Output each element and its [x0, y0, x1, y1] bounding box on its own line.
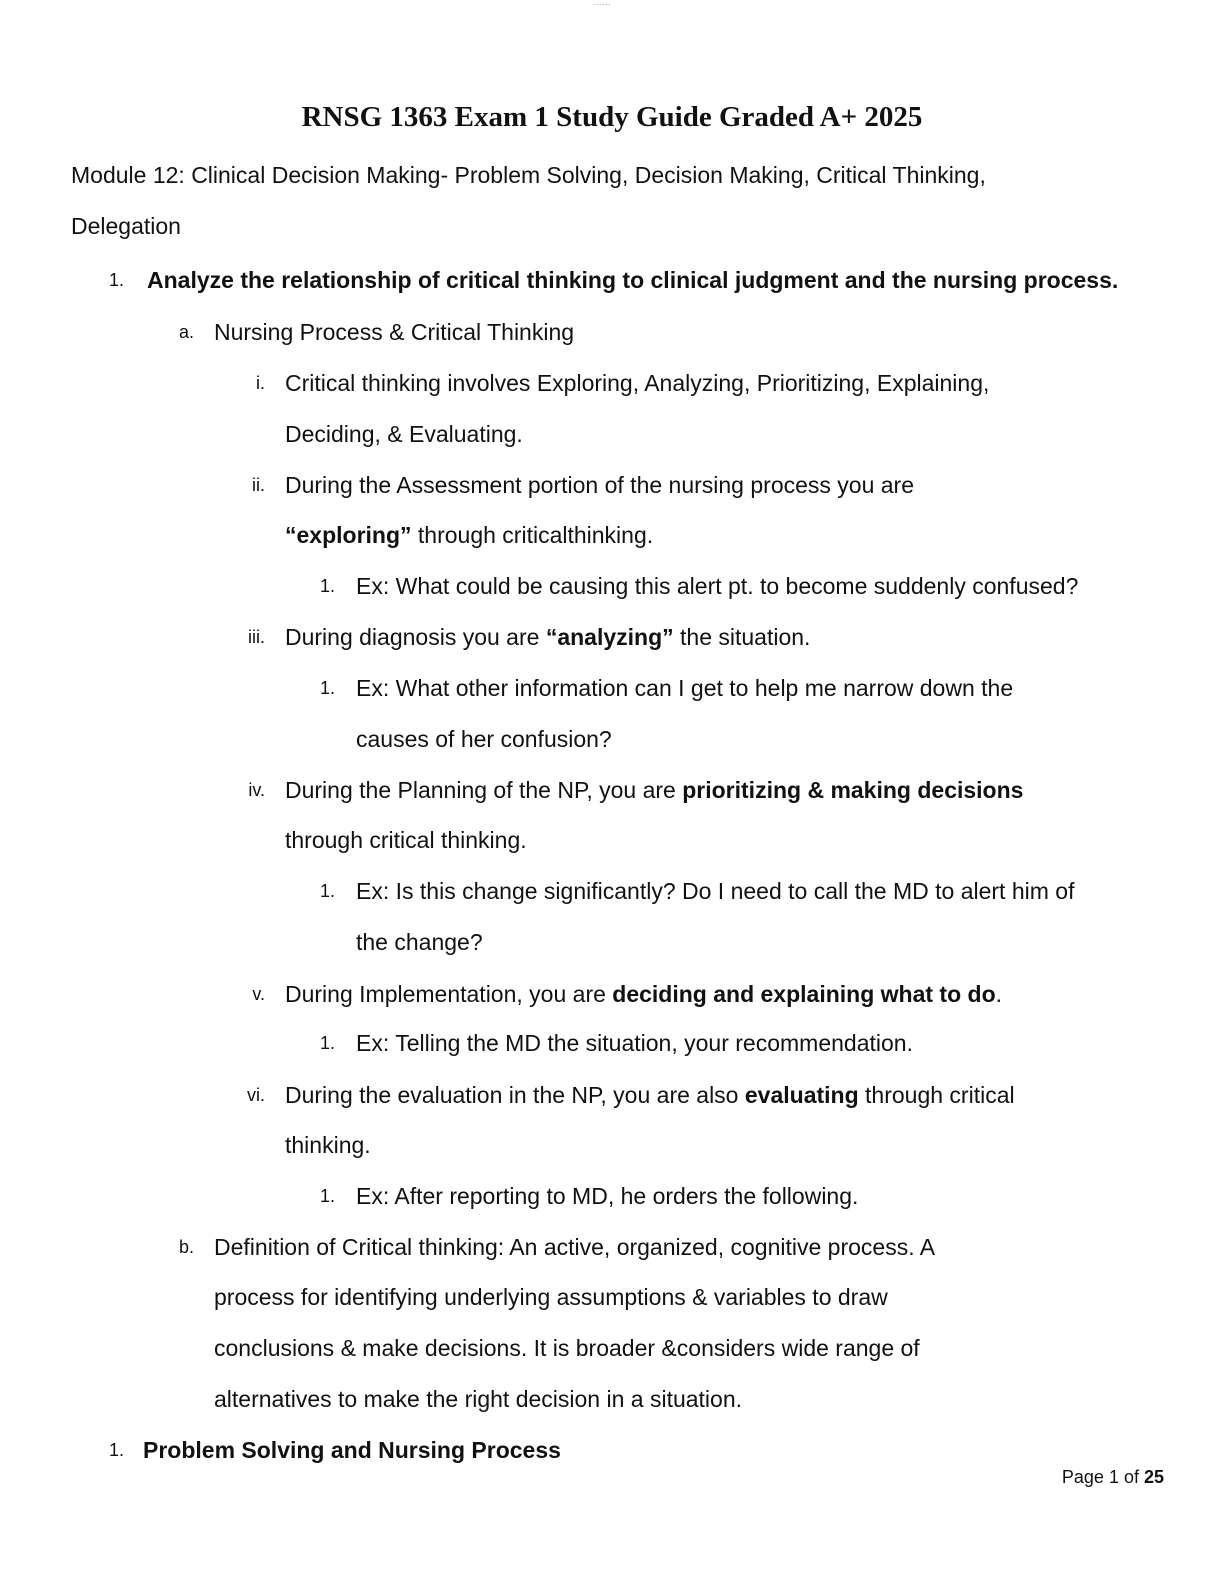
list-marker: 1.: [108, 1440, 124, 1460]
list-item: During the evaluation in the NP, you are also evaluating through critical: [285, 1082, 1015, 1108]
top-mark: ......: [594, 0, 612, 7]
module-heading-line-2: Delegation: [71, 213, 181, 239]
list-item: Ex: Telling the MD the situation, your recommendation.: [356, 1030, 913, 1056]
list-marker: ii.: [252, 475, 265, 495]
list-marker: b.: [178, 1237, 194, 1257]
list-marker: 1.: [319, 1186, 335, 1206]
list-marker: iv.: [248, 780, 265, 800]
list-item: Ex: Is this change significantly? Do I need to call the MD to alert him of: [356, 878, 1075, 904]
list-item-continuation: “exploring” through criticalthinking.: [285, 522, 654, 548]
list-item: Definition of Critical thinking: An active, organized, cognitive process. A: [214, 1234, 936, 1260]
list-item-continuation: alternatives to make the right decision in a situation.: [214, 1386, 743, 1412]
list-item-continuation: process for identifying underlying assumptions & variables to draw: [214, 1284, 888, 1310]
list-item-heading: Analyze the relationship of critical thinking to clinical judgment and the nursing process.: [147, 267, 1119, 293]
list-marker: 1.: [319, 576, 335, 596]
list-marker: i.: [256, 373, 265, 393]
list-marker: vi.: [247, 1085, 265, 1105]
page-number: Page 1 of 25: [1061, 1467, 1164, 1487]
list-item: Ex: What could be causing this alert pt. to become suddenly confused?: [356, 573, 1079, 599]
list-item-continuation: conclusions & make decisions. It is broader &considers wide range of: [214, 1335, 920, 1361]
list-marker: v.: [252, 984, 265, 1004]
list-item: During Implementation, you are deciding and explaining what to do.: [285, 981, 1003, 1007]
list-item-continuation: Deciding, & Evaluating.: [285, 421, 523, 447]
list-item-continuation: thinking.: [285, 1132, 371, 1158]
list-item: Nursing Process & Critical Thinking: [214, 319, 575, 345]
list-marker: 1.: [108, 270, 124, 290]
list-item-continuation: causes of her confusion?: [356, 726, 612, 752]
list-marker: iii.: [248, 627, 265, 647]
document-title: RNSG 1363 Exam 1 Study Guide Graded A+ 2025: [301, 101, 923, 133]
list-item: Ex: After reporting to MD, he orders the following.: [356, 1183, 859, 1209]
list-item: During the Assessment portion of the nursing process you are: [285, 472, 915, 498]
list-item: During diagnosis you are “analyzing” the situation.: [285, 624, 811, 650]
list-item-continuation: through critical thinking.: [285, 827, 527, 853]
list-item-continuation: the change?: [356, 929, 483, 955]
list-item: During the Planning of the NP, you are prioritizing & making decisions: [285, 777, 1024, 803]
module-heading-line-1: Module 12: Clinical Decision Making- Problem Solving, Decision Making, Critical Thinking,: [71, 162, 986, 188]
list-marker: 1.: [319, 881, 335, 901]
list-item: Ex: What other information can I get to help me narrow down the: [356, 675, 1014, 701]
list-marker: a.: [178, 322, 194, 342]
list-item-heading: Problem Solving and Nursing Process: [143, 1437, 561, 1463]
list-marker: 1.: [319, 1033, 335, 1053]
list-marker: 1.: [319, 678, 335, 698]
list-item: Critical thinking involves Exploring, Analyzing, Prioritizing, Explaining,: [285, 370, 990, 396]
